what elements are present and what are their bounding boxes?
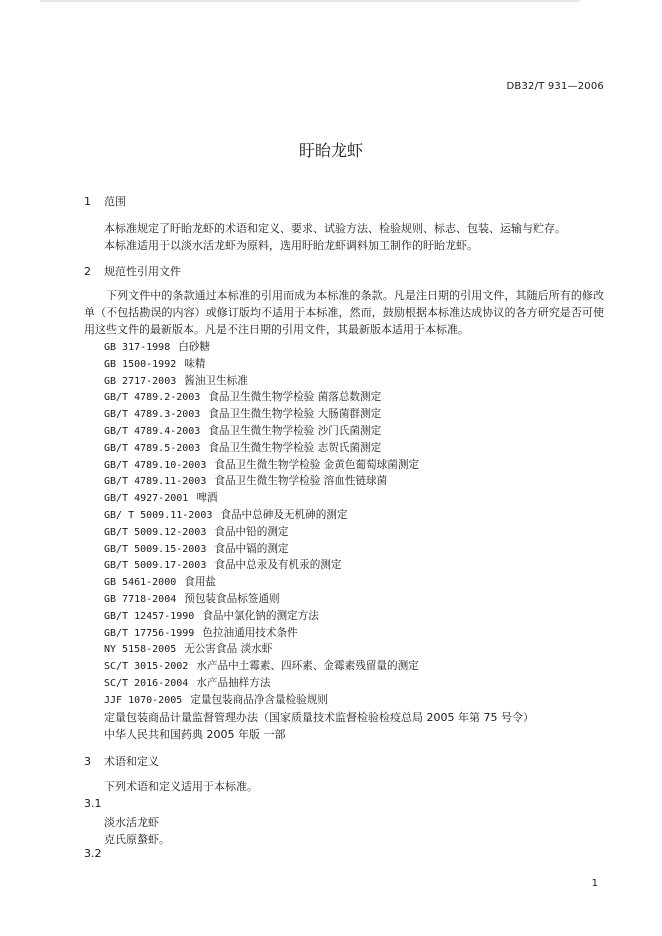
reference-code: GB/T 4789.11-2003 xyxy=(104,476,207,488)
reference-code: GB 5461-2000 xyxy=(104,577,177,589)
scope-paragraph-1: 本标准规定了盱眙龙虾的术语和定义、要求、试验方法、检验规则、标志、包装、运输与贮存。 xyxy=(104,222,566,235)
reference-extra-1: 定量包装商品计量监督管理办法（国家质量技术监督检验检疫总局 2005 年第 75 号令） xyxy=(104,711,534,724)
reference-name: 食品中铅的测定 xyxy=(214,525,289,538)
reference-item xyxy=(104,574,419,591)
reference-item xyxy=(104,440,419,457)
reference-name: 啤酒 xyxy=(196,492,218,505)
reference-code: GB 2717-2003 xyxy=(104,375,177,387)
reference-code: GB/T 12457-1990 xyxy=(104,610,195,622)
section-number: 3 xyxy=(84,755,91,768)
scope-paragraph-2: 本标准适用于以淡水活龙虾为原料，选用盱眙龙虾调料加工制作的盱眙龙虾。 xyxy=(104,239,478,252)
reference-code: GB/T 4789.3-2003 xyxy=(104,409,201,421)
term-3-2-number: 3.2 xyxy=(84,847,102,860)
reference-item xyxy=(104,658,419,675)
reference-item xyxy=(104,625,419,642)
reference-name: 食品卫生微生物学检验 沙门氏菌测定 xyxy=(208,424,382,437)
section-number: 1 xyxy=(84,195,91,208)
reference-item xyxy=(104,339,419,356)
terms-intro: 下列术语和定义适用于本标准。 xyxy=(104,780,258,793)
reference-name: 食品中总砷及无机砷的测定 xyxy=(220,508,348,521)
reference-name: 无公害食品 淡水虾 xyxy=(184,643,273,656)
reference-item xyxy=(104,692,419,709)
reference-code: GB/T 5009.15-2003 xyxy=(104,543,207,555)
section-number: 2 xyxy=(84,265,91,278)
reference-name: 色拉油通用技术条件 xyxy=(202,626,298,639)
reference-item xyxy=(104,524,419,541)
reference-item xyxy=(104,356,419,373)
document-title: 盱眙龙虾 xyxy=(298,141,363,160)
reference-item xyxy=(104,591,419,608)
reference-item xyxy=(104,490,419,507)
reference-code: GB 317-1998 xyxy=(104,342,171,353)
reference-list xyxy=(104,339,419,709)
reference-item xyxy=(104,389,419,406)
section-1-heading xyxy=(84,193,126,209)
reference-name: 食品中镉的测定 xyxy=(214,542,289,555)
section-title: 规范性引用文件 xyxy=(104,265,181,278)
reference-name: 食品中总汞及有机汞的测定 xyxy=(214,559,342,572)
reference-name: 食品卫生微生物学检验 金黄色葡萄球菌测定 xyxy=(214,458,420,471)
reference-item xyxy=(104,457,419,474)
reference-item xyxy=(104,541,419,558)
reference-item xyxy=(104,641,419,658)
reference-code: GB/T 4927-2001 xyxy=(104,493,189,505)
term-3-1-name: 淡水活龙虾 xyxy=(104,816,159,829)
scan-artifact-line xyxy=(40,0,580,2)
reference-name: 食用盐 xyxy=(184,576,217,589)
reference-name: 水产品抽样方法 xyxy=(196,676,271,689)
reference-code: GB/T 4789.5-2003 xyxy=(104,442,201,454)
reference-item xyxy=(104,557,419,574)
reference-code: SC/T 3015-2002 xyxy=(104,661,189,673)
references-intro: 下列文件中的条款通过本标准的引用而成为本标准的条款。凡是注日期的引用文件，其随后所有的修改单（不包括勘误的内容）或修订版均不适用于本标准，然而，鼓励根据本标准达成协议的各方研究是否可使用这些文件的最新版本。凡是不注日期的引用文件，其最新版本适用于本标准。 xyxy=(84,289,604,336)
reference-item xyxy=(104,507,419,524)
term-3-1-definition: 克氏原螯虾。 xyxy=(104,833,170,846)
reference-name: 食品中氯化钠的测定方法 xyxy=(202,609,319,622)
reference-code: GB/T 4789.10-2003 xyxy=(104,459,207,471)
page-number: 1 xyxy=(591,878,598,889)
section-title: 术语和定义 xyxy=(104,755,159,768)
reference-code: SC/T 2016-2004 xyxy=(104,677,189,689)
reference-name: 味精 xyxy=(184,357,206,370)
section-title: 范围 xyxy=(104,195,126,208)
reference-name: 食品卫生微生物学检验 菌落总数测定 xyxy=(208,391,382,404)
reference-code: GB/T 4789.4-2003 xyxy=(104,425,201,437)
reference-name: 定量包装商品净含量检验规则 xyxy=(190,693,328,706)
reference-code: GB 1500-1992 xyxy=(104,358,177,370)
reference-code: GB/ T 5009.11-2003 xyxy=(104,509,213,521)
section-3-heading xyxy=(84,753,159,769)
reference-extra-2: 中华人民共和国药典 2005 年版 一部 xyxy=(104,728,286,741)
reference-code: JJF 1070-2005 xyxy=(104,694,183,706)
reference-name: 水产品中土霉素、四环素、金霉素残留量的测定 xyxy=(196,660,419,673)
reference-code: GB/T 17756-1999 xyxy=(104,627,195,639)
reference-name: 食品卫生微生物学检验 志贺氏菌测定 xyxy=(208,441,382,454)
reference-name: 预包装食品标签通则 xyxy=(184,592,280,605)
standard-number: DB32/T 931—2006 xyxy=(506,81,604,92)
reference-item xyxy=(104,406,419,423)
reference-code: NY 5158-2005 xyxy=(104,644,177,656)
reference-item xyxy=(104,608,419,625)
reference-code: GB/T 4789.2-2003 xyxy=(104,392,201,404)
reference-code: GB 7718-2004 xyxy=(104,593,177,605)
reference-item xyxy=(104,423,419,440)
term-3-1-number: 3.1 xyxy=(84,797,102,810)
reference-name: 食品卫生微生物学检验 大肠菌群测定 xyxy=(208,408,382,421)
reference-item xyxy=(104,373,419,390)
section-2-heading xyxy=(84,263,181,279)
reference-name: 酱油卫生标准 xyxy=(184,374,248,387)
reference-code: GB/T 5009.12-2003 xyxy=(104,526,207,538)
reference-name: 食品卫生微生物学检验 溶血性链球菌 xyxy=(214,475,388,488)
reference-code: GB/T 5009.17-2003 xyxy=(104,560,207,572)
reference-name: 白砂糖 xyxy=(178,341,211,353)
reference-item xyxy=(104,473,419,490)
reference-item xyxy=(104,675,419,692)
